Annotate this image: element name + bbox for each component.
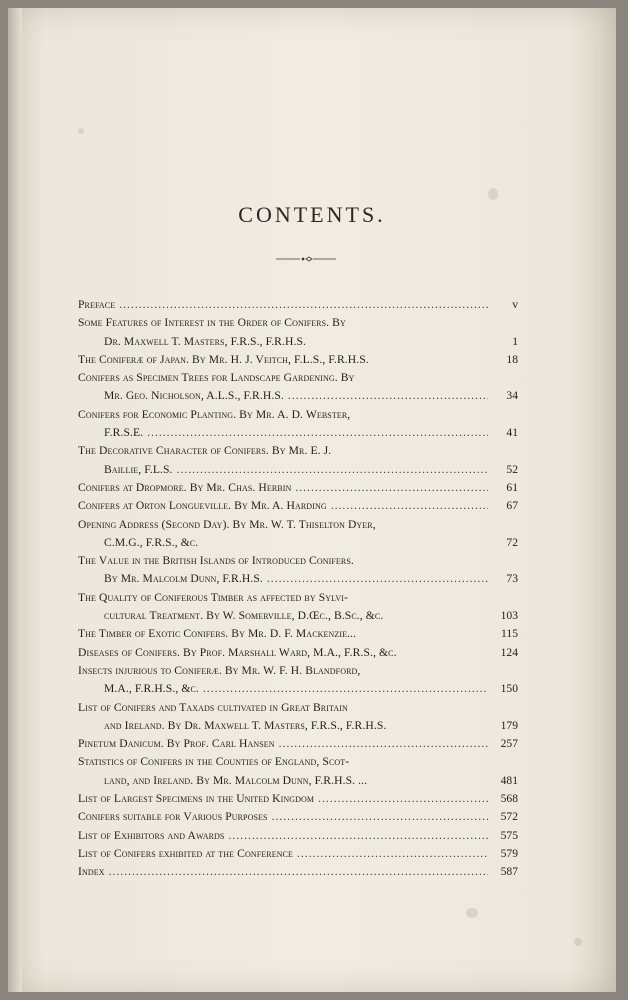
dot-leader bbox=[272, 808, 488, 826]
toc-line bbox=[78, 570, 518, 588]
toc-line bbox=[78, 534, 518, 552]
toc-line bbox=[78, 589, 518, 607]
toc-page-number: 481 bbox=[500, 773, 518, 787]
toc-entry bbox=[78, 479, 518, 497]
toc-line bbox=[78, 296, 518, 314]
toc-page-number: 179 bbox=[500, 718, 518, 732]
toc-entry-text: F.R.S.E. bbox=[104, 426, 144, 440]
toc-page-number: 103 bbox=[500, 609, 518, 623]
toc-line bbox=[78, 845, 518, 863]
toc-entry-text: land, and Ireland. By Mr. Malcolm Dunn, F.R.H.S. ... bbox=[104, 773, 368, 787]
toc-entry-text: Conifers suitable for Various Purposes bbox=[78, 810, 268, 824]
toc-line bbox=[78, 424, 518, 442]
toc-entry-text: C.M.G., F.R.S., &c. bbox=[104, 535, 199, 549]
toc-entry bbox=[78, 863, 518, 881]
toc-entry bbox=[78, 442, 518, 479]
toc-page-number: 41 bbox=[506, 426, 518, 440]
toc-page-number: 73 bbox=[506, 572, 518, 586]
toc-page-number: 579 bbox=[500, 846, 518, 860]
toc-page-number: 72 bbox=[506, 535, 518, 549]
toc-page-number: 52 bbox=[506, 462, 518, 476]
toc-line bbox=[78, 369, 518, 387]
toc-entry bbox=[78, 753, 518, 790]
toc-entry bbox=[78, 552, 518, 589]
toc-page-number: v bbox=[512, 298, 518, 311]
toc-entry bbox=[78, 808, 518, 826]
dot-leader bbox=[279, 735, 488, 753]
toc-entry-text: By Mr. Malcolm Dunn, F.R.H.S. bbox=[104, 572, 263, 586]
toc-entry bbox=[78, 827, 518, 845]
toc-entry bbox=[78, 625, 518, 643]
dot-leader bbox=[177, 461, 488, 479]
toc-line bbox=[78, 863, 518, 881]
toc-page-number: 1 bbox=[512, 334, 518, 348]
toc-entry bbox=[78, 516, 518, 553]
toc-entry-text: Some Features of Interest in the Order of Conifers. By bbox=[78, 316, 346, 330]
dot-leader bbox=[228, 827, 488, 845]
toc-line bbox=[78, 717, 518, 735]
toc-line bbox=[78, 644, 518, 662]
toc-page-number: 124 bbox=[500, 645, 518, 659]
toc-entry-text: List of Conifers exhibited at the Conference bbox=[78, 846, 294, 860]
toc-line bbox=[78, 442, 518, 460]
dot-leader bbox=[297, 845, 488, 863]
toc-entry-text: The Coniferæ of Japan. By Mr. H. J. Veitch, F.L.S., F.R.H.S. bbox=[78, 352, 369, 366]
toc-line bbox=[78, 625, 518, 643]
toc-entry-text: Conifers as Specimen Trees for Landscape Gardening. By bbox=[78, 371, 355, 385]
toc-line bbox=[78, 479, 518, 497]
toc-entry-text: The Decorative Character of Conifers. By Mr. E. J. bbox=[78, 444, 332, 458]
toc-entry-text: cultural Treatment. By W. Somerville, D.Œc., B.Sc., &c. bbox=[104, 609, 384, 623]
toc-line bbox=[78, 808, 518, 826]
toc-line bbox=[78, 406, 518, 424]
toc-entry bbox=[78, 644, 518, 662]
toc-page-number: 34 bbox=[506, 389, 518, 403]
toc-entry bbox=[78, 369, 518, 406]
toc-entry-text: Diseases of Conifers. By Prof. Marshall Ward, M.A., F.R.S., &c. bbox=[78, 645, 397, 659]
toc-entry-text: List of Conifers and Taxads cultivated in Great Britain bbox=[78, 700, 348, 714]
toc-page-number: 18 bbox=[506, 352, 518, 366]
toc-line bbox=[78, 351, 518, 369]
ornament-divider bbox=[276, 254, 336, 264]
toc-page-number: 587 bbox=[500, 865, 518, 879]
dot-leader bbox=[203, 680, 488, 698]
toc-line bbox=[78, 790, 518, 808]
toc-line bbox=[78, 699, 518, 717]
dot-leader bbox=[109, 863, 488, 881]
toc-page-number: 61 bbox=[506, 480, 518, 494]
toc-line bbox=[78, 333, 518, 351]
toc-line bbox=[78, 516, 518, 534]
toc-entry-text: List of Exhibitors and Awards bbox=[78, 828, 225, 842]
toc-entry-text: List of Largest Specimens in the United Kingdom bbox=[78, 792, 315, 806]
toc-entry-text: The Quality of Coniferous Timber as affected by Sylvi- bbox=[78, 590, 349, 604]
toc-line bbox=[78, 461, 518, 479]
page-title: CONTENTS. bbox=[238, 202, 386, 227]
toc-entry bbox=[78, 790, 518, 808]
toc-entry-text: Opening Address (Second Day). By Mr. W. T. Thiselton Dyer, bbox=[78, 517, 376, 531]
toc-entry-text: Insects injurious to Coniferæ. By Mr. W. F. H. Blandford, bbox=[78, 663, 361, 677]
dot-leader bbox=[318, 790, 488, 808]
toc-page-number: 150 bbox=[500, 682, 518, 696]
toc-entry bbox=[78, 589, 518, 626]
toc-entry bbox=[78, 662, 518, 699]
dot-leader bbox=[119, 296, 488, 314]
dot-leader bbox=[267, 570, 488, 588]
toc-line bbox=[78, 387, 518, 405]
toc-entry-text: Conifers at Dropmore. By Mr. Chas. Herbin bbox=[78, 480, 292, 494]
toc-entry-text: and Ireland. By Dr. Maxwell T. Masters, F.R.S., F.R.H.S. bbox=[104, 718, 387, 732]
book-page bbox=[8, 8, 616, 992]
toc-line bbox=[78, 827, 518, 845]
toc-page-number: 67 bbox=[506, 499, 518, 513]
toc-entry-text: The Value in the British Islands of Introduced Conifers. bbox=[78, 554, 354, 568]
toc-page-number: 115 bbox=[501, 627, 518, 641]
toc-entry-text: M.A., F.R.H.S., &c. bbox=[104, 682, 199, 696]
toc-entry-text: Index bbox=[78, 865, 105, 879]
toc-entry bbox=[78, 735, 518, 753]
toc-line bbox=[78, 680, 518, 698]
toc-entry bbox=[78, 351, 518, 369]
toc-line bbox=[78, 735, 518, 753]
toc-entry-text: Conifers at Orton Longueville. By Mr. A. Harding bbox=[78, 499, 327, 513]
toc-entry-text: Preface bbox=[78, 298, 116, 311]
toc-line bbox=[78, 552, 518, 570]
toc-entry-text: Mr. Geo. Nicholson, A.L.S., F.R.H.S. bbox=[104, 389, 284, 403]
table-of-contents bbox=[78, 296, 518, 882]
toc-entry-text: Statistics of Conifers in the Counties of England, Scot- bbox=[78, 755, 350, 769]
toc-entry bbox=[78, 406, 518, 443]
toc-entry bbox=[78, 699, 518, 736]
toc-entry-text: Dr. Maxwell T. Masters, F.R.S., F.R.H.S. bbox=[104, 334, 307, 348]
toc-entry bbox=[78, 314, 518, 351]
toc-line bbox=[78, 607, 518, 625]
toc-line bbox=[78, 314, 518, 332]
dot-leader bbox=[147, 424, 488, 442]
toc-line bbox=[78, 497, 518, 515]
toc-line bbox=[78, 772, 518, 790]
page-binding bbox=[8, 8, 22, 992]
toc-page-number: 568 bbox=[500, 792, 518, 806]
toc-page-number: 575 bbox=[500, 828, 518, 842]
toc-entry-text: The Timber of Exotic Conifers. By Mr. D. F. Mackenzie... bbox=[78, 627, 357, 641]
toc-entry bbox=[78, 296, 518, 314]
toc-entry-text: Baillie, F.L.S. bbox=[104, 462, 173, 476]
toc-page-number: 572 bbox=[500, 810, 518, 824]
toc-entry bbox=[78, 497, 518, 515]
dot-leader bbox=[288, 387, 488, 405]
toc-page-number: 257 bbox=[500, 737, 518, 751]
toc-entry-text: Pinetum Danicum. By Prof. Carl Hansen bbox=[78, 737, 275, 751]
toc-line bbox=[78, 662, 518, 680]
toc-line bbox=[78, 753, 518, 771]
dot-leader bbox=[295, 479, 488, 497]
toc-entry-text: Conifers for Economic Planting. By Mr. A. D. Webster, bbox=[78, 407, 351, 421]
toc-entry bbox=[78, 845, 518, 863]
dot-leader bbox=[331, 497, 488, 515]
